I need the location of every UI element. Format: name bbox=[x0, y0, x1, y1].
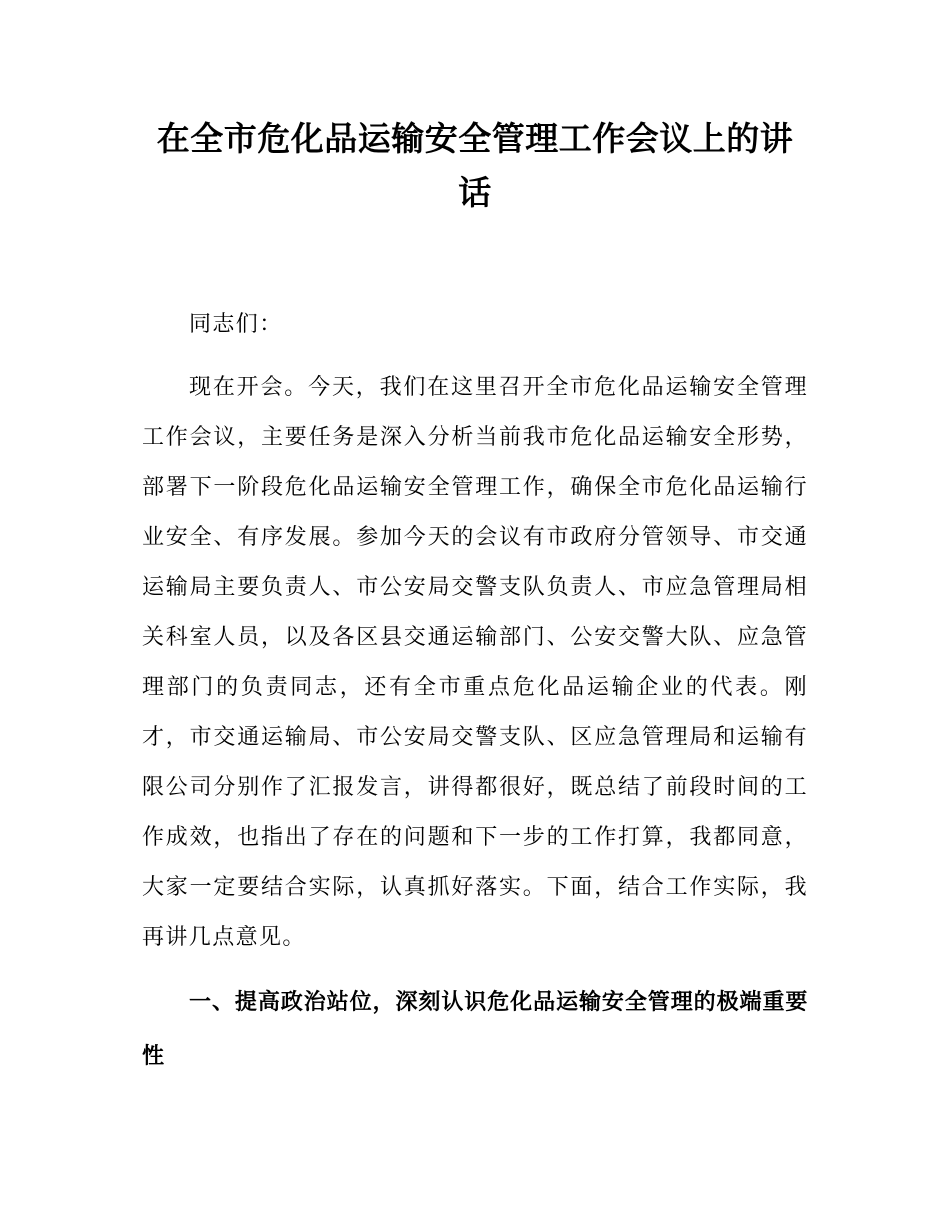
body-paragraph: 现在开会。今天，我们在这里召开全市危化品运输安全管理工作会议，主要任务是深入分析当前我市危化品运输安全形势，部署下一阶段危化品运输安全管理工作，确保全市危化品运输行业安全、有序发展。参加今天的会议有市政府分管领导、市交通运输局主要负责人、市公安局交警支队负责人、市应急管理局相关科室人员，以及各区县交通运输部门、公安交警大队、应急管理部门的负责同志，还有全市重点危化品运输企业的代表。刚才，市交通运输局、市公安局交警支队、区应急管理局和运输有限公司分别作了汇报发言，讲得都很好，既总结了前段时间的工作成效，也指出了存在的问题和下一步的工作打算，我都同意，大家一定要结合实际，认真抓好落实。下面，结合工作实际，我再讲几点意见。 bbox=[142, 375, 808, 950]
document-title: 在全市危化品运输安全管理工作会议上的讲话 bbox=[156, 119, 794, 212]
salutation: 同志们： bbox=[189, 312, 283, 337]
section-heading: 一、提高政治站位，深刻认识危化品运输安全管理的极端重要性 bbox=[142, 990, 808, 1069]
